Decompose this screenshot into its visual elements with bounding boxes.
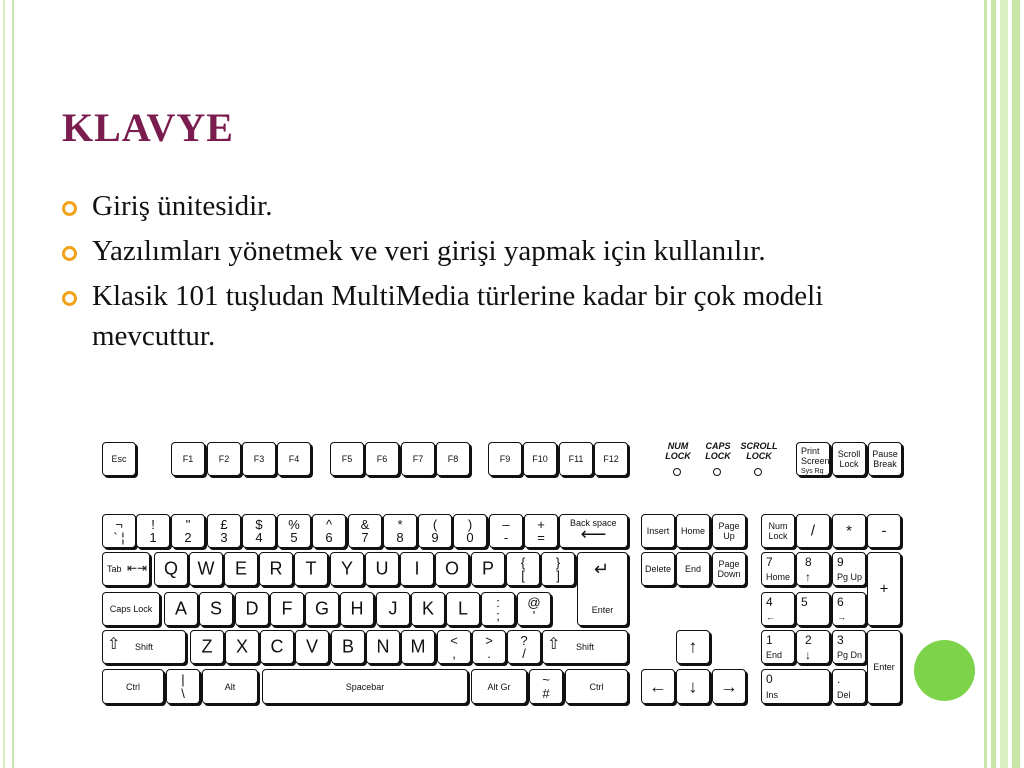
arrow-icon: ↓ [688, 676, 698, 696]
key-label: Down [717, 569, 741, 579]
i-key [400, 552, 434, 586]
pause-key [868, 442, 902, 476]
key-label: / [810, 522, 816, 540]
f-key [270, 592, 304, 626]
key-bottom-label: 9 [431, 530, 439, 545]
indicator-light-icon [754, 468, 762, 476]
kp4-key [761, 592, 795, 626]
bullet-circle-icon [62, 291, 77, 306]
key-bottom-label: 4 [255, 530, 263, 545]
key-label: F5 [341, 454, 353, 464]
home-key [676, 514, 710, 548]
key-label: Insert [646, 526, 670, 536]
kp-divide-key [796, 514, 830, 548]
key-label: * [846, 522, 852, 540]
key-label: F6 [376, 454, 388, 464]
key-number: 9 [837, 555, 844, 569]
e-key [224, 552, 258, 586]
key-label: F10 [532, 454, 548, 464]
f8-key [436, 442, 470, 476]
key-label: L [457, 598, 468, 619]
key-top-label: @ [527, 595, 541, 610]
key-0 [453, 514, 487, 548]
key-top-label: ) [467, 517, 473, 532]
slash-key [507, 630, 541, 664]
g-key [305, 592, 339, 626]
key-bottom-label: . [487, 646, 491, 661]
green-circle-decoration [914, 640, 975, 701]
key-number: 4 [766, 595, 773, 609]
key-label: Enter [591, 605, 614, 615]
insert-key [641, 514, 675, 548]
minus-key [489, 514, 523, 548]
key-label: - [881, 522, 887, 540]
enter-arrow-icon: ↵ [594, 559, 610, 579]
key-label: F2 [218, 454, 230, 464]
key-label: Delete [644, 564, 671, 574]
key-label: F11 [568, 454, 584, 464]
indicator-label: NUM [667, 441, 689, 451]
key-label: Y [340, 558, 353, 579]
indicator-light-icon [713, 468, 721, 476]
key-label: F9 [499, 454, 511, 464]
key-1 [136, 514, 170, 548]
page-up-key [712, 514, 746, 548]
key-label: + [879, 580, 889, 598]
w-key [189, 552, 223, 586]
left-alt-key [202, 669, 258, 704]
indicator-light-icon [673, 468, 681, 476]
key-bottom-label: 3 [220, 530, 228, 545]
down-arrow-key [676, 669, 710, 704]
key-label: Up [723, 531, 735, 541]
left-frame-stripe [0, 0, 14, 768]
key-label: Alt Gr [487, 681, 511, 692]
key-sub-label: → [837, 612, 846, 622]
key-label: P [481, 558, 494, 579]
key-top-label: ¬ [115, 517, 123, 532]
kp-decimal-key [832, 669, 866, 704]
key-bottom-label: 8 [396, 530, 404, 545]
key-sub-label: Ins [766, 690, 779, 700]
arrow-icon: ↓ [805, 648, 811, 662]
kp8-key [796, 552, 830, 586]
key-bottom-label: 0 [466, 530, 474, 545]
m-key [401, 630, 435, 664]
left-arrow-key [641, 669, 675, 704]
key-label: J [388, 598, 398, 619]
key-number: 7 [766, 555, 773, 569]
bullet-text: Giriş ünitesidir. [92, 190, 273, 222]
f2-key [207, 442, 241, 476]
key-label: Shift [575, 642, 594, 652]
key-label: F3 [253, 454, 265, 464]
key-bottom-label: , [452, 646, 456, 661]
key-top-label: * [397, 517, 403, 532]
up-arrow-key [676, 630, 710, 664]
kp-multiply-key [832, 514, 866, 548]
key-number: 3 [837, 633, 844, 647]
arrow-icon: → [720, 676, 738, 696]
key-bottom-label: ' [532, 608, 536, 623]
z-key [190, 630, 224, 664]
indicator-label: SCROLL [740, 441, 778, 451]
lock-indicator [739, 441, 779, 461]
key-sub-label: End [766, 650, 783, 660]
key-bottom-label: [ [521, 568, 525, 583]
key-label: F7 [412, 454, 424, 464]
semicolon-key [481, 592, 515, 626]
key-label: Tab [107, 564, 122, 574]
at-key [517, 592, 551, 626]
enter-key [577, 552, 628, 626]
key-bottom-label: 7 [361, 530, 369, 545]
kp6-key [832, 592, 866, 626]
bullet-text: Yazılımları yönetmek ve veri girişi yapmak için kullanılır. [92, 235, 766, 267]
kp7-key [761, 552, 795, 586]
key-top-label: ~ [542, 672, 550, 687]
x-key [225, 630, 259, 664]
delete-key [641, 552, 675, 586]
key-label: Shift [134, 642, 153, 652]
key-label: V [305, 636, 318, 657]
key-bottom-label: = [537, 530, 545, 545]
c-key [260, 630, 294, 664]
left-shift-key [102, 630, 186, 664]
key-number: 1 [766, 633, 773, 647]
key-4 [242, 514, 276, 548]
p-key [471, 552, 505, 586]
shift-arrow-icon: ⇧ [547, 636, 561, 653]
arrow-icon: ↑ [688, 636, 698, 657]
kp5-key [796, 592, 830, 626]
key-label: Scroll [837, 449, 861, 459]
key-label: Sys Rq [801, 468, 824, 475]
key-label: F [281, 598, 293, 619]
key-top-label: % [288, 517, 300, 532]
page-down-key [712, 552, 746, 586]
print-screen-key [796, 442, 830, 476]
key-label: R [269, 558, 283, 579]
bullet-text: Klasik 101 tuşludan MultiMedia türlerine kadar bir çok modeli mevcuttur. [92, 280, 824, 352]
key-label: Back space [570, 518, 617, 528]
key-number: 6 [837, 595, 844, 609]
slide-title: KLAVYE [62, 105, 234, 150]
key-label: E [234, 558, 247, 579]
key-label: I [414, 558, 420, 579]
key-sub-label: Pg Dn [837, 650, 863, 660]
q-key [154, 552, 188, 586]
f6-key [365, 442, 399, 476]
key-label: H [350, 598, 364, 619]
key-label: Z [201, 636, 213, 657]
tab-key [102, 552, 150, 586]
key-label: Alt [224, 681, 236, 692]
key-label: Screen [801, 456, 830, 466]
spacebar-key [262, 669, 468, 704]
v-key [295, 630, 329, 664]
key-top-label: & [360, 517, 370, 532]
key-label: Page [718, 559, 740, 569]
r-key [259, 552, 293, 586]
key-bottom-label: 5 [290, 530, 298, 545]
key-label: Page [718, 521, 740, 531]
key-label: F12 [603, 454, 619, 464]
o-key [435, 552, 469, 586]
key-bottom-label: 1 [149, 530, 157, 545]
k-key [411, 592, 445, 626]
key-label: F8 [447, 454, 459, 464]
key-label: S [209, 598, 222, 619]
key-top-label: ( [432, 517, 438, 532]
key-sub-label: Del [837, 690, 851, 700]
right-shift-key [542, 630, 628, 664]
key-top-label: ^ [325, 517, 333, 532]
j-key [376, 592, 410, 626]
backspace-key [559, 514, 628, 548]
key-bottom-label: ; [496, 608, 500, 623]
lbracket-key [506, 552, 540, 586]
arrow-icon: ← [649, 676, 667, 696]
key-3 [207, 514, 241, 548]
key-top-label: { [520, 555, 526, 570]
kp0-key [761, 669, 830, 704]
left-ctrl-key [102, 669, 164, 704]
key-label: Num [768, 521, 788, 531]
d-key [235, 592, 269, 626]
key-top-label: ? [520, 633, 528, 648]
backtick-key [102, 514, 136, 548]
key-bottom-label: \ [181, 686, 185, 701]
key-label: O [444, 558, 459, 579]
key-label: Pause [872, 449, 898, 459]
key-2 [171, 514, 205, 548]
key-label: Ctrl [126, 681, 140, 692]
indicator-label: CAPS [705, 441, 731, 451]
key-number: 2 [805, 633, 812, 647]
key-label: Break [873, 459, 897, 469]
bullet-item [62, 231, 872, 271]
l-key [446, 592, 480, 626]
lock-indicator [658, 441, 698, 461]
s-key [199, 592, 233, 626]
key-sub-label: Home [766, 572, 791, 582]
key-label: Enter [873, 662, 895, 672]
bullet-circle-icon [62, 246, 77, 261]
key-top-label: | [181, 672, 185, 687]
h-key [340, 592, 374, 626]
kp-plus-key [867, 552, 901, 626]
key-number: . [837, 672, 841, 686]
indicator-label: LOCK [746, 451, 772, 461]
key-label: Q [163, 558, 178, 579]
key-top-label: + [537, 517, 545, 532]
key-label: T [305, 558, 317, 579]
key-label: F4 [288, 454, 300, 464]
bullet-item [62, 186, 872, 226]
pipe-key [166, 669, 200, 704]
key-6 [312, 514, 346, 548]
key-top-label: – [502, 517, 510, 532]
key-top-label: : [496, 595, 500, 610]
esc-key [102, 442, 136, 476]
key-bottom-label: / [522, 646, 526, 661]
key-bottom-label: 6 [325, 530, 333, 545]
end-key [676, 552, 710, 586]
key-top-label: £ [220, 517, 228, 532]
y-key [330, 552, 364, 586]
key-label: D [245, 598, 259, 619]
indicator-label: LOCK [665, 451, 691, 461]
b-key [331, 630, 365, 664]
key-label: F1 [182, 454, 194, 464]
key-8 [383, 514, 417, 548]
comma-key [437, 630, 471, 664]
a-key [164, 592, 198, 626]
key-sub-label: ← [766, 612, 775, 622]
u-key [365, 552, 399, 586]
key-label: End [684, 564, 701, 574]
key-top-label: ! [151, 517, 155, 532]
kp-enter-key [867, 630, 901, 704]
kp9-key [832, 552, 866, 586]
key-label: N [376, 636, 390, 657]
key-9 [418, 514, 452, 548]
key-label: W [197, 558, 215, 579]
n-key [366, 630, 400, 664]
key-bottom-label: ` ¦ [113, 530, 125, 545]
key-label: Ctrl [589, 681, 604, 692]
bullet-list [62, 186, 872, 361]
backspace-arrow-icon: ⟵ [580, 524, 607, 544]
t-key [294, 552, 328, 586]
key-label: A [174, 598, 187, 619]
key-label: G [314, 598, 329, 619]
right-frame-stripes [982, 0, 1024, 768]
f10-key [523, 442, 557, 476]
equals-key [524, 514, 558, 548]
key-label: K [421, 598, 434, 619]
kp2-key [796, 630, 830, 664]
rbracket-key [541, 552, 575, 586]
key-label: Esc [111, 454, 127, 464]
key-top-label: $ [255, 517, 263, 532]
key-label: M [410, 636, 426, 657]
f12-key [594, 442, 628, 476]
right-ctrl-key [565, 669, 628, 704]
key-label: X [235, 636, 248, 657]
f9-key [488, 442, 522, 476]
key-label: Home [680, 526, 705, 536]
key-label: Lock [839, 459, 859, 469]
right-arrow-key [712, 669, 746, 704]
key-top-label: " [185, 517, 191, 532]
f1-key [171, 442, 205, 476]
caps-lock-key [102, 592, 160, 626]
key-bottom-label: - [503, 530, 509, 545]
f11-key [559, 442, 593, 476]
bullet-item [62, 276, 872, 356]
lock-indicator [698, 441, 738, 461]
key-number: 8 [805, 555, 812, 569]
arrow-icon: ↑ [805, 570, 811, 584]
indicator-label: LOCK [705, 451, 731, 461]
key-label: C [270, 636, 284, 657]
f3-key [242, 442, 276, 476]
f5-key [330, 442, 364, 476]
period-key [472, 630, 506, 664]
scroll-lock-key [832, 442, 866, 476]
f7-key [401, 442, 435, 476]
shift-arrow-icon: ⇧ [107, 636, 121, 653]
key-number: 0 [766, 672, 773, 686]
key-number: 5 [801, 595, 808, 609]
kp3-key [832, 630, 866, 664]
key-top-label: > [485, 633, 493, 648]
hash-key [529, 669, 563, 704]
key-5 [277, 514, 311, 548]
num-lock-key [761, 514, 795, 548]
key-label: Caps Lock [109, 604, 153, 614]
key-label: Print [801, 446, 820, 456]
key-label: Lock [768, 531, 788, 541]
key-bottom-label: 2 [184, 530, 192, 545]
key-7 [348, 514, 382, 548]
key-bottom-label: # [542, 686, 550, 701]
key-bottom-label: ] [556, 568, 560, 583]
key-label: Spacebar [345, 681, 385, 692]
tab-arrows-icon: ⇤⇥ [127, 561, 148, 575]
key-top-label: } [555, 555, 561, 570]
bullet-circle-icon [62, 201, 77, 216]
kp-minus-key [867, 514, 901, 548]
key-label: U [375, 558, 389, 579]
key-label: B [341, 636, 354, 657]
kp1-key [761, 630, 795, 664]
key-top-label: < [450, 633, 458, 648]
f4-key [277, 442, 311, 476]
key-sub-label: Pg Up [837, 572, 863, 582]
alt-gr-key [471, 669, 527, 704]
